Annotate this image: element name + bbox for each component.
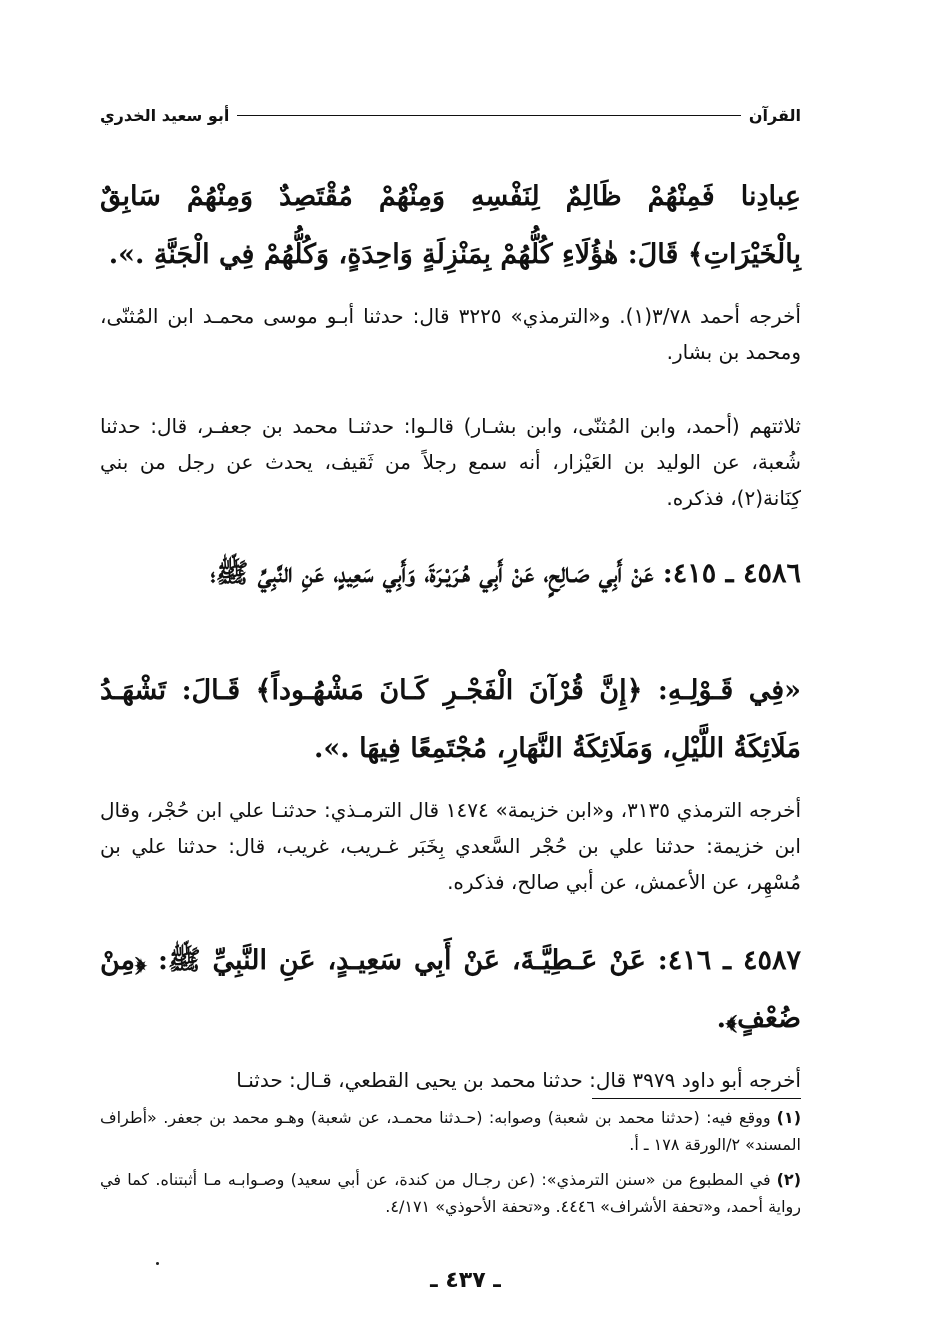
footnote-number: (١) <box>776 1108 801 1127</box>
hadith-4586-matn: «فِي قَـوْلِـهِ: ﴿إِنَّ قُرْآنَ الْفَجْـرِ كَـانَ مَشْهُـوداً﴾ قَـالَ: تَشْهَـدُ مَلَائِكَةُ اللَّيْلِ، وَمَلَائِكَةُ النَّهَارِ، مُجْتَمِعًا فِيهَا .». <box>100 675 801 764</box>
takhrij-paragraph: أخرجه الترمذي ٣١٣٥، و«ابن خزيمة» ١٤٧٤ قال الترمـذي: حدثنـا علي ابن حُجْر، وقال ابن خزيمة: حدثنا علي بن حُجْر السَّعدي بِخَبَر غـريب، غريب، قال: حدثنا علي بن مُسْهِر، عن الأعمش، عن أبي صالح، فذكره. <box>100 798 802 894</box>
footnote-text: ووقع فيه: (حدثنا محمد بن شعبة) وصوابه: (حـدثنا محمـد، عن شعبة) وهـو محمد بن جعفر. «أطراف المسند» ٢/الورقة ١٧٨ ـ أ. <box>100 1108 801 1154</box>
header-left-title: أبو سعيد الخدري <box>100 105 230 125</box>
stray-mark <box>156 1262 159 1265</box>
footnote-separator <box>592 1098 801 1099</box>
footnote-2 <box>100 1166 801 1220</box>
takhrij-paragraph: أخرجه أبو داود ٣٩٧٩ قال: حدثنا محمد بن يحيى القطعي، قـال: حدثنـا <box>236 1068 801 1092</box>
footnote-1 <box>100 1104 801 1158</box>
footnote-text: في المطبوع من «سنن الترمذي»: (عن رجـال من كندة، عن أبي سعيد) وصـوابـه مـا أثبتناه. كما في رواية أحمد، و«تحفة الأشراف» ٤٤٤٦. و«تحفة الأحوذي» ٤/١٧١. <box>100 1170 801 1216</box>
header-right-title: القرآن <box>748 105 801 125</box>
hadith-4586: ٤٥٨٦ ـ ٤١٥: عَنْ أَبِي صَـالِحٍ، عَنْ أَبِي هُـرَيْـرَةَ، وَأَبِي سَعِيدٍ، عَنِ النَّبِيِّ ﷺ؛ <box>210 558 801 589</box>
footnote-number: (٢) <box>776 1170 801 1189</box>
hadith-4587: ٤٥٨٧ ـ ٤١٦: عَنْ عَـطِيَّـةَ، عَنْ أَبِي سَعِيـدٍ، عَنِ النَّبِيِّ ﷺ: ﴿مِنْ ضُعْفٍ﴾. <box>100 945 801 1034</box>
takhrij-paragraph: أخرجه أحمد ٣/٧٨(١). و«الترمذي» ٣٢٢٥ قال: حدثنا أبـو موسى محمـد ابن المُثنّى، ومحمد بن بشار. <box>100 304 801 364</box>
page-number: ـ ٤٣٧ ـ <box>430 1268 501 1293</box>
takhrij-paragraph: ثلاثتهم (أحمد، وابن المُثنّى، وابن بشـار) قالـوا: حدثنـا محمد بن جعفـر، قال: حدثنا شُعبة، عن الوليد بن العَيْزار، أنه سمع رجلاً من ثَقيف، يحدث عن رجل من بني كِنَانة(٢)، فذكره. <box>100 414 801 510</box>
running-header <box>100 100 801 130</box>
header-rule <box>237 115 741 116</box>
hadith-continuation: عِبادِنا فَمِنْهُمْ ظَالِمٌ لِنَفْسِهِ وَمِنْهُمْ مُقْتَصِدٌ وَمِنْهُمْ سَابِقٌ بِالْخَيْرَاتِ﴾ قَالَ: هٰؤُلَاءِ كُلُّهُمْ بِمَنْزِلَةٍ وَاحِدَةٍ، وَكُلُّهُمْ فِي الْجَنَّةِ .». <box>100 181 801 270</box>
